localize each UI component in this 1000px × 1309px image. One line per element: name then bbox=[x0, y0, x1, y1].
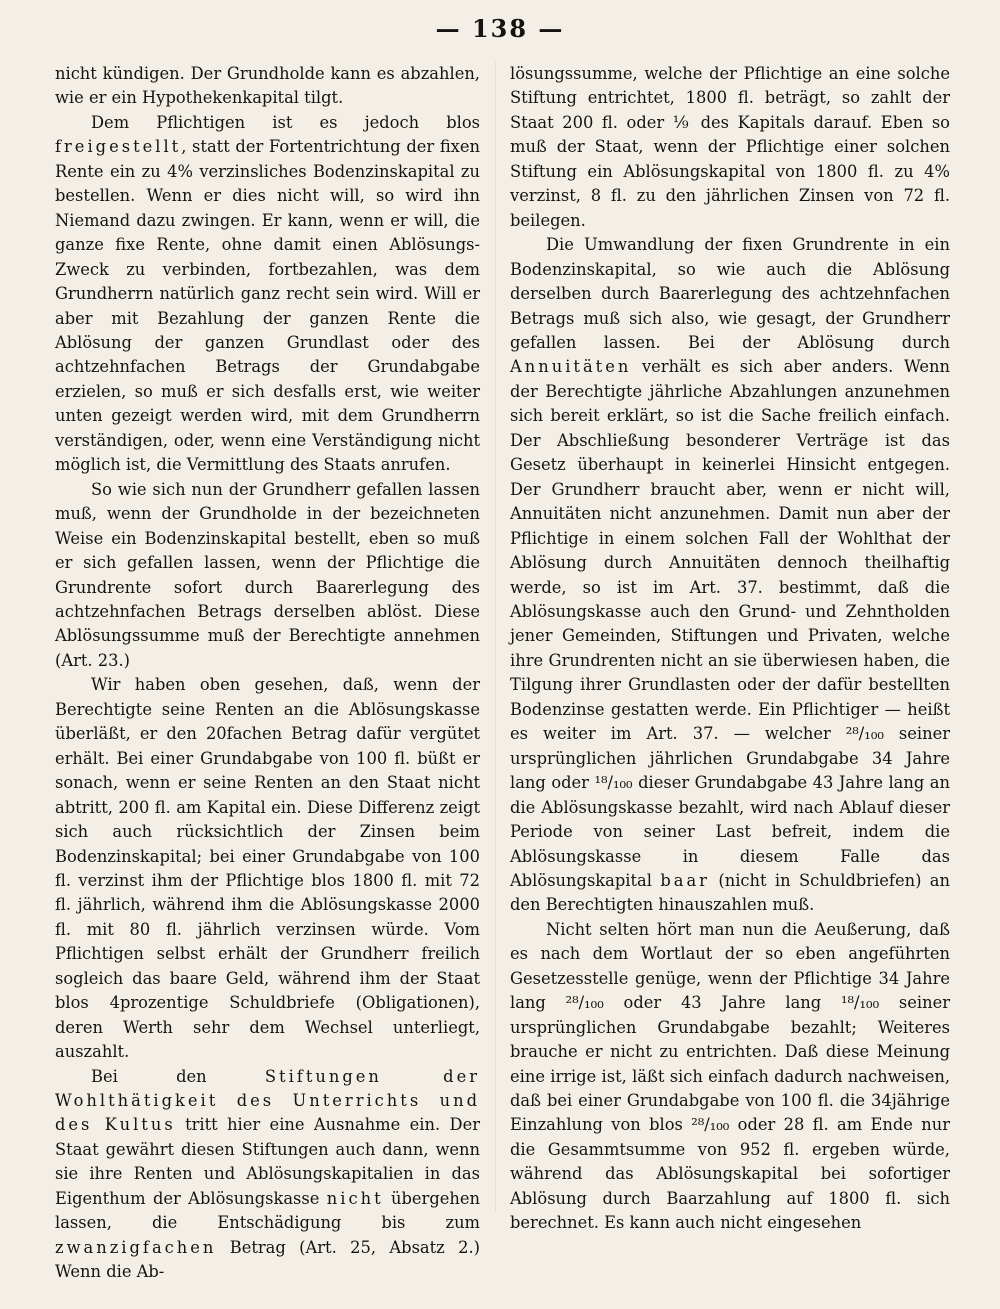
paragraph-text: Wir haben oben gesehen, daß, wenn der Berechtigte seine Renten an die Ablösungskasse überläßt, er den 20fachen Betrag dafür vergütet erhält. Bei einer Grundabgabe von 100 fl. büßt er sonach, wenn er seine Renten an den Staat nicht abtritt, 200 fl. am Kapital ein. Diese Differenz zeigt sich auch rücksichtlich der Zinsen beim Bodenzinskapital; bei einer Grundabgabe von 100 fl. verzinst ihm der Pflichtige blos 1800 fl. mit 72 fl. jährlich, während ihm die Ablösungskasse 2000 fl. mit 80 fl. jährlich verzinsen würde. Vom Pflichtigen selbst erhält der Grundherr freilich sogleich das baare Geld, während ihm der Staat blos 4prozentige Schuldbriefe (Obligationen), deren Werth sehr dem Wechsel unterliegt, auszahlt. bbox=[55, 675, 480, 1062]
paragraph-text: lösungssumme, welche der Pflichtige an eine solche Stiftung entrichtet, 1800 fl. beträgt, so zahlt der Staat 200 fl. oder ⅑ des Kapitals darauf. Eben so muß der Staat, wenn der Pflichtige einer solchen Stiftung ein Ablösungskapital von 1800 fl. zu 4% verzinst, 8 fl. zu den jährlichen Zinsen von 72 fl. beilegen. bbox=[510, 64, 950, 230]
paragraph bbox=[510, 918, 950, 1236]
paragraph bbox=[510, 233, 950, 918]
paragraph-text: , statt der Fortentrichtung der fixen Rente ein zu 4% verzinsliches Bodenzinskapital zu bestellen. Wenn er dies nicht will, so wird ihn Niemand dazu zwingen. Er kann, wenn er will, die ganze fixe Rente, ohne damit einen Ablösungs-Zweck zu verbinden, fortbezahlen, was dem Grundherrn natürlich ganz recht sein wird. Will er aber mit Bezahlung der ganzen Rente die Ablösung der ganzen Grundlast oder des achtzehnfachen Betrags der Grundabgabe erzielen, so muß er sich desfalls erst, wie weiter unten gezeigt werden wird, mit dem Grundherrn verständigen, oder, wenn eine Verständigung nicht möglich ist, die Vermittlung des Staats anrufen. bbox=[55, 137, 480, 475]
right-column bbox=[510, 62, 950, 1236]
paragraph-text: Die Umwandlung der fixen Grundrente in ein Bodenzinskapital, so wie auch die Ablösung derselben durch Baarerlegung des achtzehnfachen Betrags muß sich also, wie gesagt, der Grundherr gefallen lassen. Bei der Ablösung durch bbox=[510, 235, 950, 352]
paragraph-text: übergehen lassen, die Entschädigung bis zum bbox=[55, 1188, 480, 1233]
emphasized-text: Annuitäten bbox=[510, 357, 632, 377]
paragraph bbox=[510, 62, 950, 233]
paragraph-text: tritt hier eine Ausnahme ein. Der Staat gewährt diesen Stiftungen auch dann, wenn sie ihre Renten und Ablösungskapitalien in das Eigenthum der Ablösungskasse bbox=[55, 1115, 480, 1208]
paragraph-text: Betrag (Art. 25, Absatz 2.) Wenn die Ab- bbox=[55, 1237, 480, 1282]
paragraph bbox=[55, 1065, 480, 1285]
emphasized-text: freigestellt bbox=[55, 137, 182, 157]
page-number: — 138 — bbox=[435, 14, 565, 43]
column-gutter bbox=[495, 62, 496, 1212]
emphasized-text: baar bbox=[660, 870, 710, 890]
paragraph bbox=[55, 111, 480, 478]
left-column bbox=[55, 62, 480, 1285]
paragraph bbox=[55, 62, 480, 111]
paragraph-text: nicht kündigen. Der Grundholde kann es abzahlen, wie er ein Hypothekenkapital tilgt. bbox=[55, 64, 480, 108]
paragraph-text: (nicht in Schuldbriefen) an den Berechtigten hinauszahlen muß. bbox=[510, 870, 950, 915]
paragraph bbox=[55, 478, 480, 674]
paragraph-text: Dem Pflichtigen ist es jedoch blos bbox=[91, 112, 480, 132]
paragraph-text: Nicht selten hört man nun die Aeußerung, daß es nach dem Wortlaut der so eben angeführten Gesetzesstelle genüge, wenn der Pflichtige 34 Jahre lang ²⁸/₁₀₀ oder 43 Jahre lang ¹⁸/₁₀₀ seiner ursprünglichen Grundabgabe bezahlt; Weiteres brauche er nicht zu entrichten. Daß diese Meinung eine irrige ist, läßt sich einfach dadurch nachweisen, daß bei einer Grundabgabe von 100 fl. die 34jährige Einzahlung von blos ²⁸/₁₀₀ oder 28 fl. am Ende nur die Gesammtsumme von 952 fl. ergeben würde, während das Ablösungskapital bei sofortiger Ablösung durch Baarzahlung auf 1800 fl. sich berechnet. Es kann auch nicht eingesehen bbox=[510, 919, 950, 1233]
paragraph-text: So wie sich nun der Grundherr gefallen lassen muß, wenn der Grundholde in der bezeichneten Weise ein Bodenzinskapital bestellt, eben so muß er sich gefallen lassen, wenn der Pflichtige die Grundrente sofort durch Baarerlegung des achtzehnfachen Betrags derselben ablöst. Diese Ablösungssumme muß der Berechtigte annehmen (Art. 23.) bbox=[55, 479, 480, 670]
paragraph-text: verhält es sich aber anders. Wenn der Berechtigte jährliche Abzahlungen anzunehmen sich bereit erklärt, so ist die Sache freilich einfach. Der Abschließung besonderer Verträge ist das Gesetz überhaupt in keinerlei Hinsicht entgegen. Der Grundherr braucht aber, wenn er nicht will, Annuitäten nicht anzunehmen. Damit nun aber der Pflichtige in einem solchen Fall der Wohlthat der Ablösung durch Annuitäten dennoch theilhaftig werde, so ist im Art. 37. bestimmt, daß die Ablösungskasse auch den Grund- und Zehntholden jener Gemeinden, Stiftungen und Privaten, welche ihre Grundrenten nicht an sie überwiesen haben, die Tilgung ihrer Grundlasten oder der dafür bestellten Bodenzinse gestatten werde. Ein Pflichtiger — heißt es weiter im Art. 37. — welcher ²⁸/₁₀₀ seiner ursprünglichen jährlichen Grundabgabe 34 Jahre lang oder ¹⁸/₁₀₀ dieser Grundabgabe 43 Jahre lang an die Ablösungskasse bezahlt, wird nach Ablauf dieser Periode von seiner Last befreit, indem die Ablösungskasse in diesem Falle das Ablösungskapital bbox=[510, 357, 950, 890]
paragraph-text: Bei den bbox=[91, 1066, 265, 1086]
emphasized-text: nicht bbox=[326, 1188, 384, 1208]
emphasized-text: zwanzigfachen bbox=[55, 1237, 217, 1257]
emphasized-text: Stiftungen der Wohlthätigkeit des Unterrichts und des Kultus bbox=[55, 1066, 480, 1135]
paragraph bbox=[55, 673, 480, 1064]
